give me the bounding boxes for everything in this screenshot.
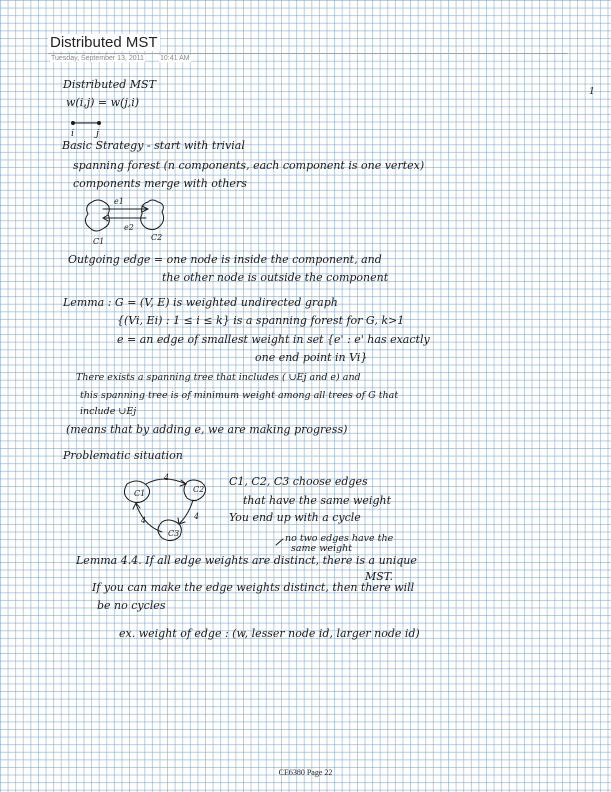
diagram2-c3: C3 xyxy=(168,529,180,538)
lemma-44: Lemma 4.4. If all edge weights are distinct, there is a unique xyxy=(76,554,417,567)
insertion-caret xyxy=(276,539,283,545)
page-time: 10:41 AM xyxy=(160,55,190,62)
no-two-edges-line1: no two edges have the xyxy=(285,533,394,544)
diagram2-weight-right: 4 xyxy=(194,512,200,521)
edge-label-i: i xyxy=(71,128,75,139)
diagram2-weight-top: 4 xyxy=(164,473,170,482)
lemma-line2: {(Vi, Ei) : 1 ≤ i ≤ k} is a spanning forest for G, k>1 xyxy=(117,314,405,327)
page-footer: CE6380 Page 22 xyxy=(278,768,333,777)
basic-strategy: Basic Strategy - start with trivial xyxy=(62,139,245,152)
problematic-heading: Problematic situation xyxy=(63,449,183,462)
edge-node-i xyxy=(72,122,75,125)
notes-heading: Distributed MST xyxy=(63,78,156,91)
components-merge: components merge with others xyxy=(73,177,247,190)
distinct-line2: be no cycles xyxy=(97,599,166,612)
diagram2-edge-c1-c2 xyxy=(146,479,186,484)
diagram2-c1: C1 xyxy=(134,489,146,498)
diagram2-weight-left: 4 xyxy=(141,516,147,525)
lemma-line4: one end point in Vi} xyxy=(255,351,368,364)
exists-line3: include ∪Ej xyxy=(80,406,137,417)
page-title: Distributed MST xyxy=(50,34,158,51)
lemma-44-mst: MST. xyxy=(365,570,394,583)
exists-line2: this spanning tree is of minimum weight among all trees of G that xyxy=(80,390,399,401)
weight-equation: w(i,j) = w(j,i) xyxy=(66,96,140,109)
diagram1-component-c1 xyxy=(85,200,109,231)
diagram2-edge-c2-c3 xyxy=(179,500,193,524)
diagram1-component-c2 xyxy=(141,200,164,230)
diagram2-component-c2 xyxy=(184,480,206,501)
diagram1-c2: C2 xyxy=(151,233,163,242)
means-progress: (means that by adding e, we are making progress) xyxy=(66,423,348,436)
lemma-line1: Lemma : G = (V, E) is weighted undirected graph xyxy=(63,296,338,309)
outgoing-edge-line1: Outgoing edge = one node is inside the component, and xyxy=(68,253,382,266)
diagram1-e2: e2 xyxy=(124,223,134,232)
page-date: Tuesday, September 13, 2011 xyxy=(51,55,144,62)
choose-edges-line2: that have the same weight xyxy=(243,494,391,507)
choose-edges-line1: C1, C2, C3 choose edges xyxy=(229,475,368,488)
diagram1-c1: C1 xyxy=(93,237,105,246)
page-marker: 1 xyxy=(589,87,595,97)
spanning-forest: spanning forest (n components, each component is one vertex) xyxy=(73,159,425,172)
lemma-line3: e = an edge of smallest weight in set {e' : e' has exactly xyxy=(117,333,430,346)
no-two-edges-line2: same weight xyxy=(291,543,352,554)
edge-label-j: j xyxy=(96,128,99,139)
diagram2-component-c3 xyxy=(158,520,181,541)
exists-line1: There exists a spanning tree that includes ( ∪Ej and e) and xyxy=(76,372,361,383)
choose-edges-line3: You end up with a cycle xyxy=(229,511,361,524)
outgoing-edge-line2: the other node is outside the component xyxy=(162,271,389,284)
edge-weight-example: ex. weight of edge : (w, lesser node id, larger node id) xyxy=(119,627,420,640)
edge-node-j xyxy=(98,122,101,125)
distinct-line1: If you can make the edge weights distinct, then there will xyxy=(92,581,415,594)
diagram2-c2: C2 xyxy=(193,485,205,494)
diagram1-e1: e1 xyxy=(114,197,124,206)
